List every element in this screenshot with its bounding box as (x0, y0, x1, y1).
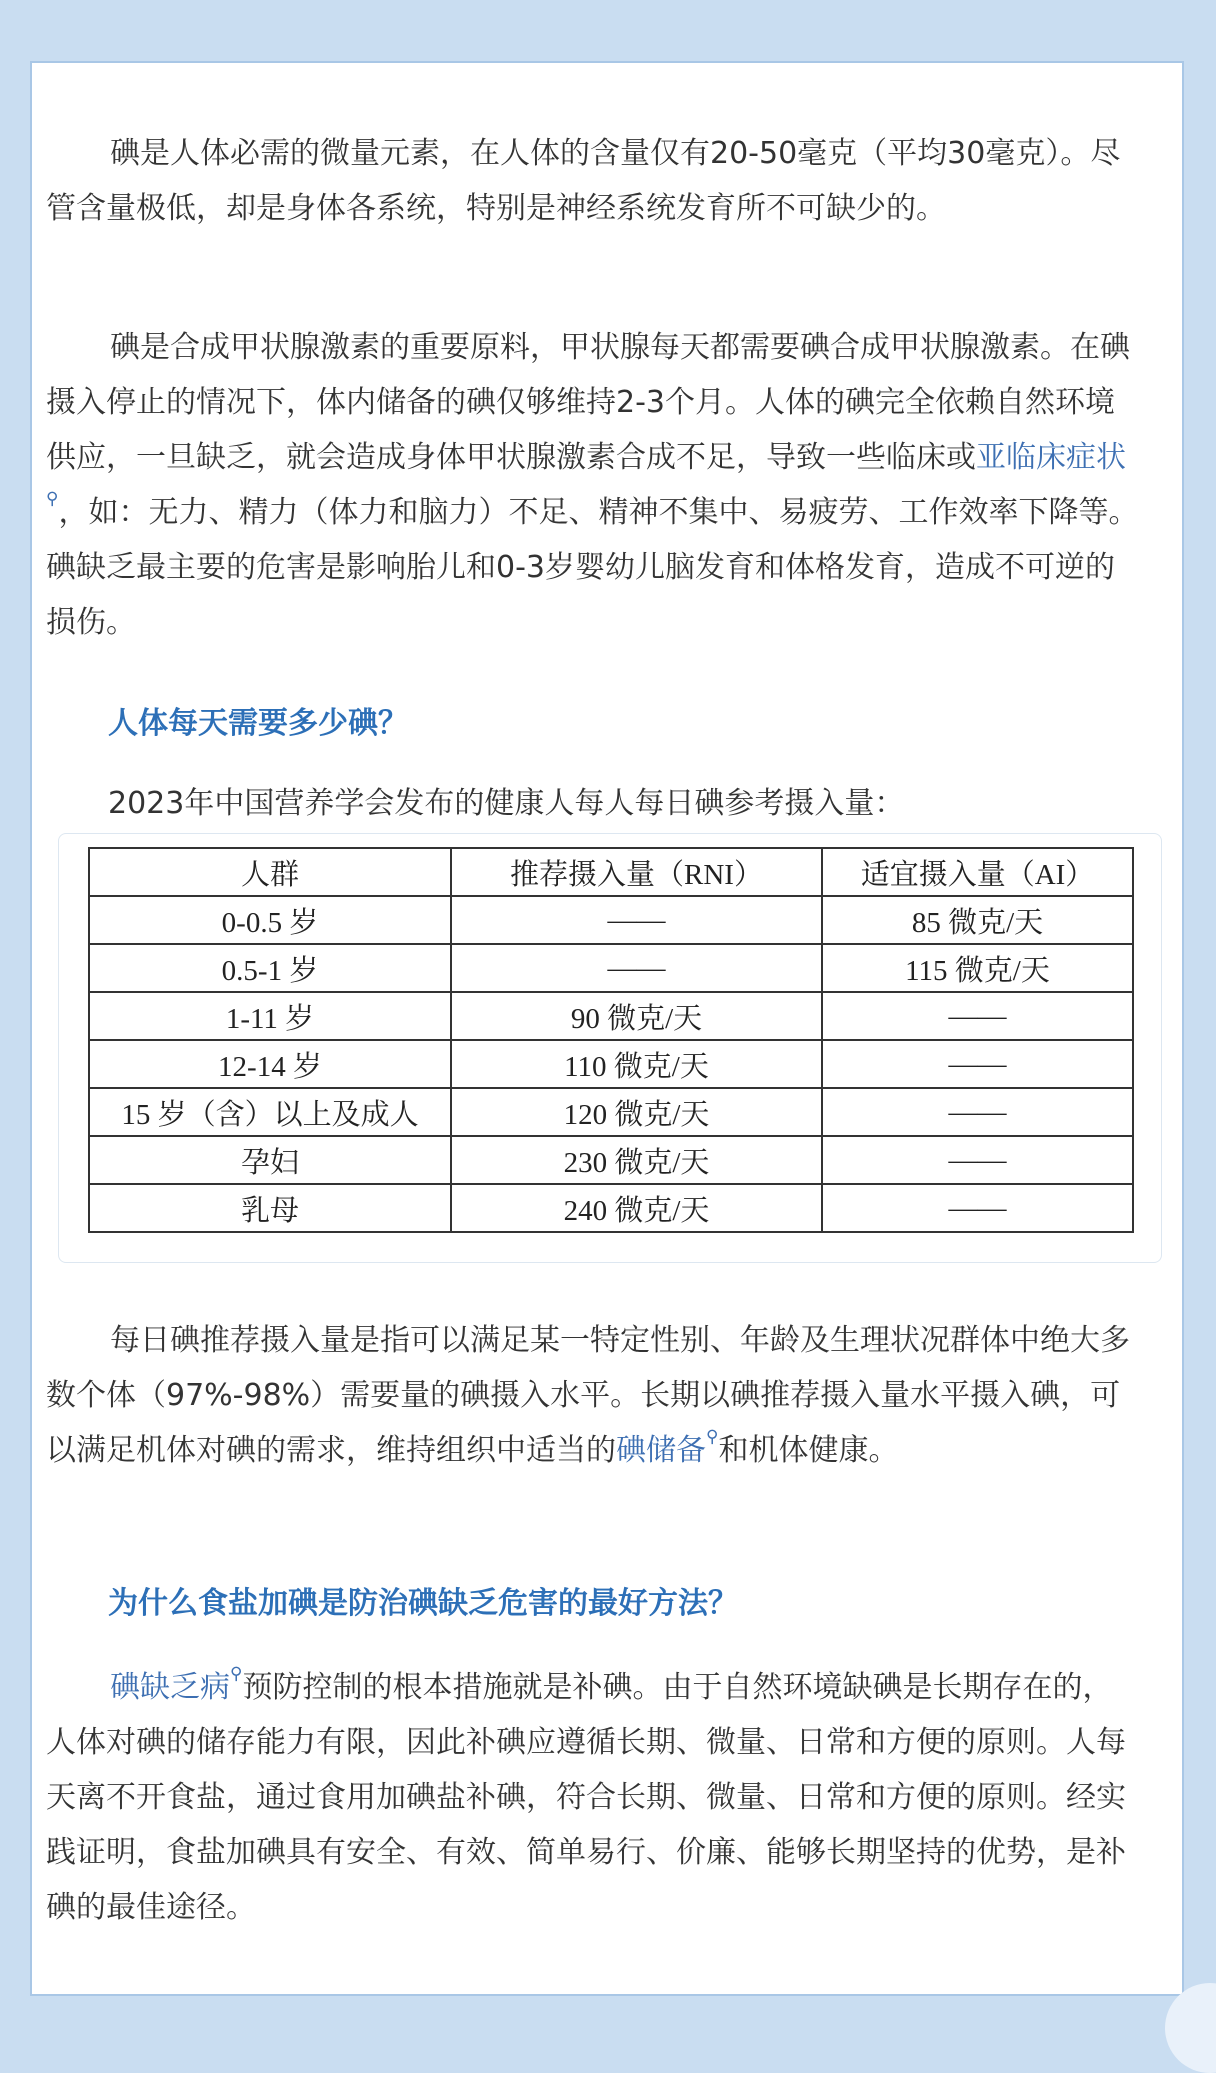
table-cell: 乳母 (89, 1184, 451, 1232)
paragraph-rni-definition (46, 1313, 1140, 1478)
table-row (89, 944, 1133, 992)
table-cell: 15 岁（含）以上及成人 (89, 1088, 451, 1136)
table-cell: 90 微克/天 (451, 992, 822, 1040)
magnifier-icon[interactable]: ⚲ (230, 1664, 243, 1684)
table-cell: —— (451, 896, 822, 944)
link-iodine-reserve[interactable]: 碘储备 (616, 1433, 706, 1468)
table-cell: 1-11 岁 (89, 992, 451, 1040)
table-cell: 115 微克/天 (822, 944, 1133, 992)
paragraph-text: ，如：无力、精力（体力和脑力）不足、精神不集中、易疲劳、工作效率下降等。碘缺乏最主要的危害是影响胎儿和0-3岁婴幼儿脑发育和体格发育，造成不可逆的损伤。 (46, 495, 1139, 640)
table-cell: 0.5-1 岁 (89, 944, 451, 992)
table-cell: —— (822, 1088, 1133, 1136)
table-row (89, 992, 1133, 1040)
table-header-cell: 适宜摄入量（AI） (822, 848, 1133, 896)
table-cell: —— (822, 1184, 1133, 1232)
table-cell: —— (822, 1136, 1133, 1184)
paragraph-text: 和机体健康。 (718, 1433, 899, 1468)
link-subclinical-symptoms[interactable]: 亚临床症状 (976, 440, 1126, 475)
table-cell: —— (451, 944, 822, 992)
table-header-row (89, 848, 1133, 896)
table-row (89, 1040, 1133, 1088)
table-row (89, 1184, 1133, 1232)
paragraph-iodine-function (46, 320, 1140, 650)
table-header-cell: 推荐摄入量（RNI） (451, 848, 822, 896)
table-cell: —— (822, 1040, 1133, 1088)
link-iodine-deficiency-disorder[interactable]: 碘缺乏病 (110, 1670, 230, 1705)
paragraph-iodine-intro: 碘是人体必需的微量元素，在人体的含量仅有20-50毫克（平均30毫克）。尽管含量极低，却是身体各系统，特别是神经系统发育所不可缺少的。 (46, 136, 1121, 226)
scroll-top-button[interactable] (1165, 1983, 1216, 2073)
table-row (89, 896, 1133, 944)
section-heading-iodized-salt: 为什么食盐加碘是防治碘缺乏危害的最好方法？ (108, 1586, 738, 1621)
magnifier-icon[interactable]: ⚲ (706, 1427, 719, 1447)
paragraph-text: 每日碘推荐摄入量是指可以满足某一特定性别、年龄及生理状况群体中绝大多数个体（97%-98%）需要量的碘摄入水平。长期以碘推荐摄入量水平摄入碘，可以满足机体对碘的需求，维持组织中适当的 (46, 1323, 1130, 1468)
table-row (89, 1136, 1133, 1184)
section-heading-daily-intake: 人体每天需要多少碘？ (108, 706, 408, 741)
iodine-intake-table (88, 847, 1134, 1233)
table-header-cell: 人群 (89, 848, 451, 896)
table-cell: 120 微克/天 (451, 1088, 822, 1136)
table-cell: 85 微克/天 (822, 896, 1133, 944)
table-cell: 0-0.5 岁 (89, 896, 451, 944)
table-cell: 240 微克/天 (451, 1184, 822, 1232)
paragraph-text: 预防控制的根本措施就是补碘。由于自然环境缺碘是长期存在的，人体对碘的储存能力有限，因此补碘应遵循长期、微量、日常和方便的原则。人每天离不开食盐，通过食用加碘盐补碘，符合长期、微量、日常和方便的原则。经实践证明，食盐加碘具有安全、有效、简单易行、价廉、能够长期坚持的优势，是补碘的最佳途径。 (46, 1670, 1126, 1925)
table-row (89, 1088, 1133, 1136)
table-cell: 孕妇 (89, 1136, 451, 1184)
table-cell: 230 微克/天 (451, 1136, 822, 1184)
magnifier-icon[interactable]: ⚲ (46, 489, 59, 509)
table-cell: 12-14 岁 (89, 1040, 451, 1088)
table-cell: —— (822, 992, 1133, 1040)
paragraph-text: 碘是合成甲状腺激素的重要原料，甲状腺每天都需要碘合成甲状腺激素。在碘摄入停止的情况下，体内储备的碘仅够维持2-3个月。人体的碘完全依赖自然环境供应，一旦缺乏，就会造成身体甲状腺激素合成不足，导致一些临床或 (46, 330, 1130, 475)
table-cell: 110 微克/天 (451, 1040, 822, 1088)
paragraph-iodized-salt (46, 1660, 1140, 1935)
table-caption: 2023年中国营养学会发布的健康人每人每日碘参考摄入量： (108, 786, 905, 821)
